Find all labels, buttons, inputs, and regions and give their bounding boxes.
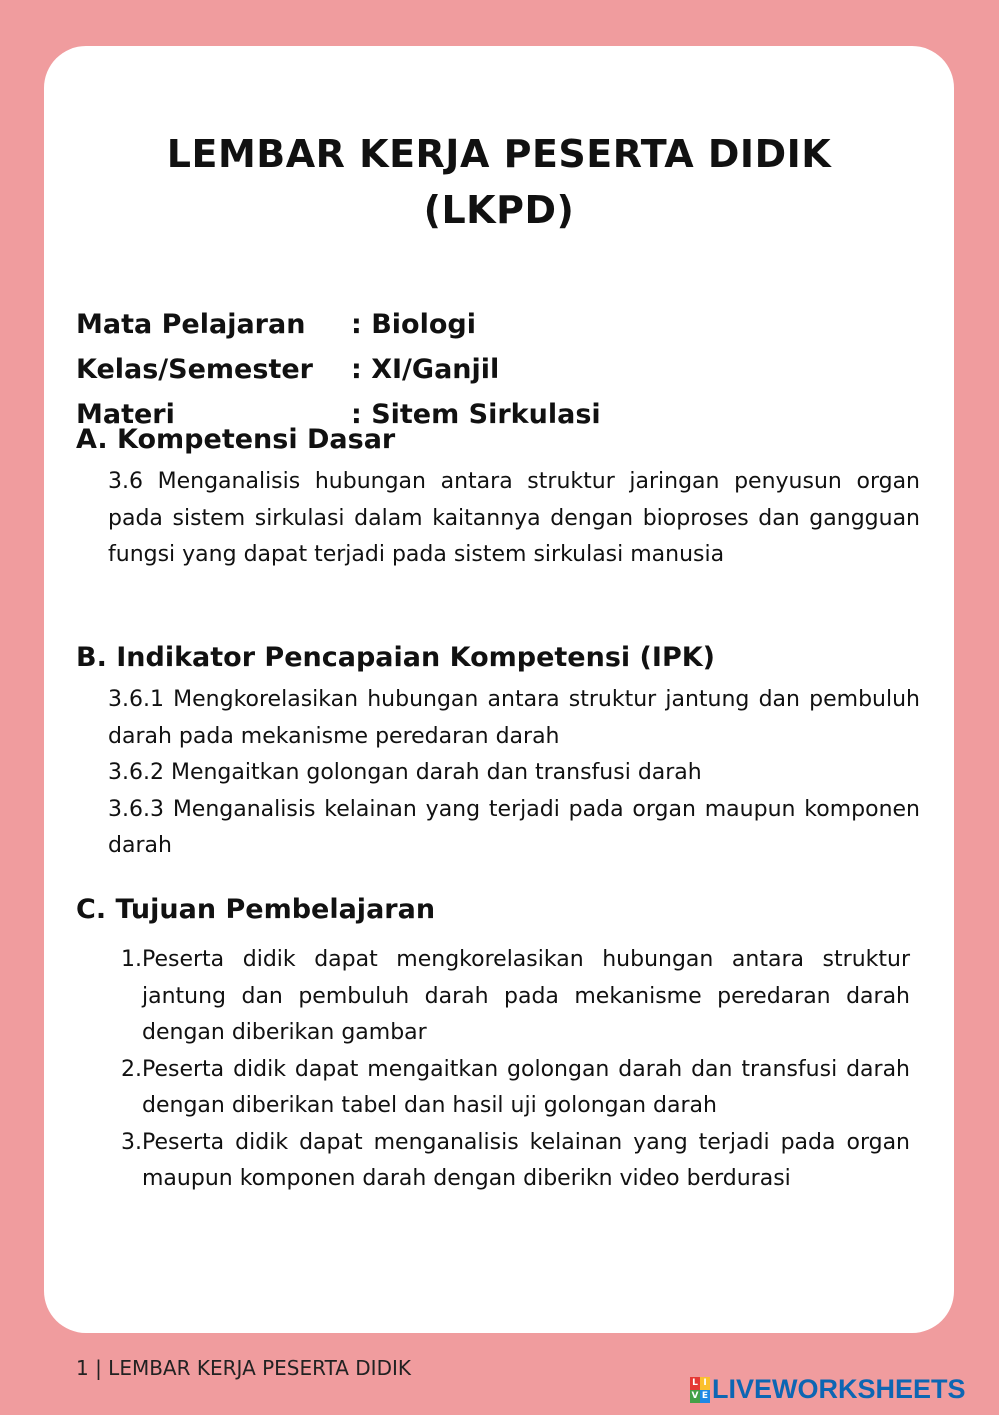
liveworksheets-logo bbox=[690, 1374, 966, 1405]
info-value: : XI/Ganjil bbox=[351, 354, 500, 385]
section-title: B. Indikator Pencapaian Kompetensi (IPK) bbox=[76, 642, 715, 673]
section-title: A. Kompetensi Dasar bbox=[76, 424, 396, 455]
info-block bbox=[76, 302, 601, 437]
info-label: Materi bbox=[76, 399, 175, 430]
page-footer-label: 1 | LEMBAR KERJA PESERTA DIDIK bbox=[76, 1356, 411, 1380]
list-text: Peserta didik dapat menganalisis kelainan yang terjadi pada organ maupun komponen darah dengan diberikn video berdurasi bbox=[142, 1129, 910, 1191]
list-text: Peserta didik dapat mengaitkan golongan darah dan transfusi darah dengan diberikan tabel dan hasil uji golongan darah bbox=[142, 1056, 910, 1118]
paragraph: 3.6.1 Mengkorelasikan hubungan antara struktur jantung dan pembuluh darah pada mekanisme peredaran darah bbox=[108, 687, 920, 749]
info-value: : Sitem Sirkulasi bbox=[351, 399, 601, 430]
paragraph: 3.6 Menganalisis hubungan antara struktur jaringan penyusun organ pada sistem sirkulasi dalam kaitannya dengan bioproses dan gangguan fungsi yang dapat terjadi pada sistem sirkulasi manusia bbox=[108, 469, 920, 567]
list-item bbox=[76, 1125, 922, 1198]
info-row-class bbox=[76, 347, 601, 392]
title-line-2: (LKPD) bbox=[423, 188, 575, 232]
section-title: C. Tujuan Pembelajaran bbox=[76, 894, 436, 925]
section-kompetensi-dasar bbox=[76, 420, 922, 574]
info-label: Mata Pelajaran bbox=[76, 309, 306, 340]
list-number: 2. bbox=[121, 1056, 142, 1082]
paragraph: 3.6.2 Mengaitkan golongan darah dan transfusi darah bbox=[108, 760, 702, 785]
paragraph: 3.6.3 Menganalisis kelainan yang terjadi pada organ maupun komponen darah bbox=[108, 796, 920, 858]
info-row-subject bbox=[76, 302, 601, 347]
brand-letter-i: I bbox=[700, 1377, 710, 1390]
worksheet-card bbox=[44, 46, 954, 1333]
section-tujuan bbox=[76, 890, 922, 1198]
section-indikator bbox=[76, 638, 922, 865]
list-number: 1. bbox=[121, 947, 142, 972]
list-text: Peserta didik dapat mengkorelasikan hubungan antara struktur jantung dan pembuluh darah pada mekanisme peredaran darah dengan diberikan gambar bbox=[142, 947, 910, 1045]
brand-letter-e: E bbox=[701, 1390, 709, 1401]
brand-letter-l: L bbox=[690, 1377, 700, 1390]
title-line-1: LEMBAR KERJA PESERTA DIDIK bbox=[166, 132, 832, 176]
brand-letter-v: V bbox=[691, 1390, 699, 1401]
info-value: : Biologi bbox=[351, 309, 476, 340]
list-item bbox=[76, 1052, 922, 1125]
page-title bbox=[44, 126, 954, 238]
objectives-list bbox=[76, 942, 922, 1198]
brand-name: LIVEWORKSHEETS bbox=[712, 1374, 966, 1404]
list-number: 3. bbox=[121, 1129, 142, 1155]
list-item bbox=[76, 942, 922, 1052]
brand-grid-icon bbox=[690, 1377, 710, 1403]
info-label: Kelas/Semester bbox=[76, 354, 313, 385]
